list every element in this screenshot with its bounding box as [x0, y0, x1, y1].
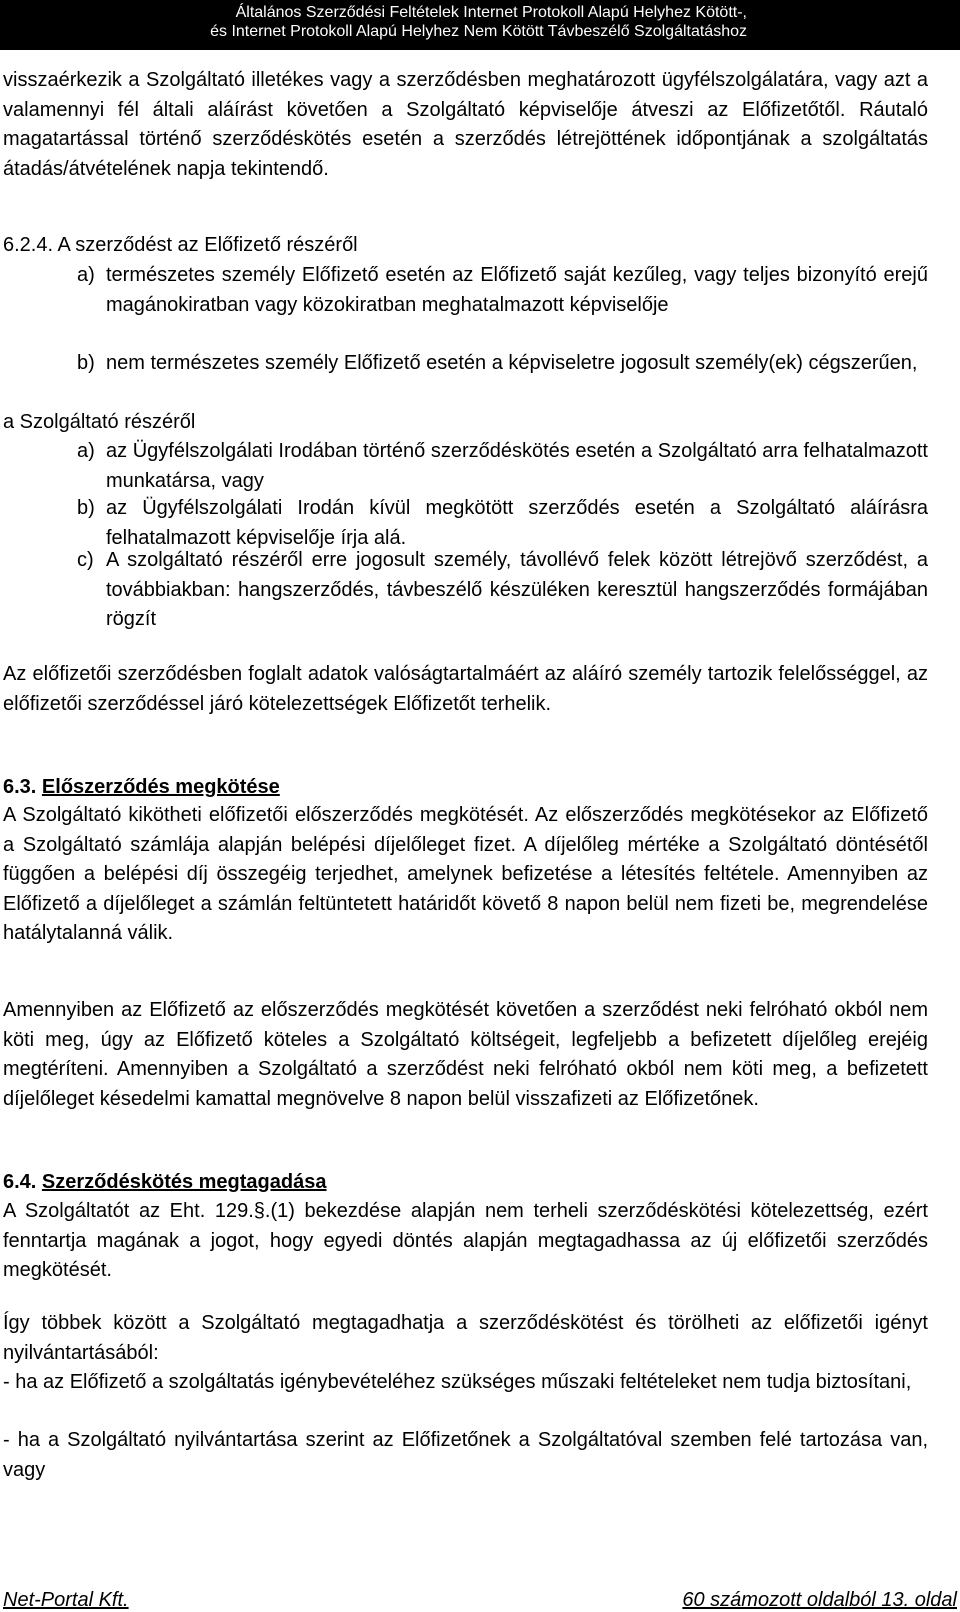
subscriber-b-label: b) [77, 352, 95, 374]
section-6-2-4-title: 6.2.4. A szerződést az Előfizető részéről [3, 234, 358, 256]
section-6-3-paragraph-1: A Szolgáltató kikötheti előfizetői előszerződés megkötését. Az előszerződés megkötésekor az Előfizető a Szolgáltató számlája alapján belépési díjelőleget fizet. A díjelőleg mértéke a Szolgáltató döntésétől függően a belépési díj összegéig terjedhet, amelynek befizetése a létesítés feltétele. Amennyiben az Előfizető a díjelőleget a számlán feltüntetett határidőt követő 8 napon belül nem fizeti be, megrendelése hatálytalanná válik. [3, 804, 928, 944]
subscriber-a-text: természetes személy Előfizető esetén az Előfizető saját kezűleg, vagy teljes bizonyító erejű magánokiratban vagy közokiratban meghatalmazott képviselője [106, 264, 928, 316]
provider-b-label: b) [77, 497, 95, 519]
provider-a-label: a) [77, 440, 95, 462]
provider-c-label: c) [77, 549, 94, 571]
header-title-line-2: és Internet Protokoll Alapú Helyhez Nem Kötött Távbeszélő Szolgáltatáshoz [210, 23, 747, 40]
responsibility-paragraph: Az előfizetői szerződésben foglalt adatok valóságtartalmáért az aláíró személy tartozik felelősséggel, az előfizetői szerződéssel járó kötelezettségek Előfizetőt terhelik. [3, 663, 928, 715]
section-6-4-number: 6.4. [3, 1171, 37, 1193]
subscriber-a-label: a) [77, 264, 95, 286]
section-6-3-number: 6.3. [3, 776, 37, 798]
provider-c-text: A szolgáltató részéről erre jogosult személy, távollévő felek között létrejövő szerződést, a továbbiakban: hangszerződés, távbeszélő készüléken keresztül hangszerződés formájában rögzít [106, 549, 928, 630]
intro-paragraph: visszaérkezik a Szolgáltató illetékes vagy a szerződésben meghatározott ügyfélszolgálatára, vagy azt a valamennyi fél általi aláírást követően a Szolgáltató képviselője átveszi az Előfizetőtől. Ráutaló magatartással történő szerződéskötés esetén a szerződés létrejöttének időpontjának a szolgáltatás átadás/átvételének napja tekintendő. [3, 69, 928, 180]
section-6-3-heading [3, 773, 280, 803]
provider-a-text: az Ügyfélszolgálati Irodában történő szerződéskötés esetén a Szolgáltató arra felhatalmazott munkatársa, vagy [106, 440, 928, 492]
refusal-list-item-1: - ha az Előfizető a szolgáltatás igénybevételéhez szükséges műszaki feltételeket nem tudja biztosítani, [3, 1371, 912, 1393]
provider-b-text: az Ügyfélszolgálati Irodán kívül megkötött szerződés esetén a Szolgáltató aláírásra felhatalmazott képviselője írja alá. [106, 497, 928, 549]
footer-page-info: 60 számozott oldalból 13. oldal [682, 1589, 957, 1611]
provider-side-line: a Szolgáltató részéről [3, 411, 196, 433]
footer-company: Net-Portal Kft. [3, 1589, 129, 1611]
document-header [0, 0, 960, 50]
section-6-4-paragraph-1: A Szolgáltatót az Eht. 129.§.(1) bekezdése alapján nem terheli szerződéskötési kötelezettség, ezért fenntartja magának a jogot, hogy egyedi döntés alapján megtagadhassa az új előfizetői szerződés megkötését. [3, 1200, 928, 1281]
section-6-4-heading [3, 1168, 326, 1198]
subscriber-b-text: nem természetes személy Előfizető esetén a képviseletre jogosult személy(ek) cégszerűen, [106, 352, 918, 374]
section-6-4-paragraph-2: Így többek között a Szolgáltató megtagadhatja a szerződéskötést és törölheti az előfizetői igényt nyilvántartásából: [3, 1312, 928, 1364]
section-6-3-paragraph-2: Amennyiben az Előfizető az előszerződés megkötését követően a szerződést neki felróható okból nem köti meg, úgy az Előfizető köteles a Szolgáltató költségeit, legfeljebb a befizetett díjelőleg erejéig megtéríteni. Amennyiben a Szolgáltató a szerződést neki felróható okból nem köti meg, a befizetett díjelőleget késedelmi kamattal megnövelve 8 napon belül visszafizeti az Előfizetőnek. [3, 999, 928, 1110]
header-title-line-1: Általános Szerződési Feltételek Internet Protokoll Alapú Helyhez Kötött-, [235, 4, 747, 21]
refusal-list-item-2: - ha a Szolgáltató nyilvántartása szerint az Előfizetőnek a Szolgáltatóval szemben felé tartozása van, vagy [3, 1429, 928, 1481]
section-6-4-title: Szerződéskötés megtagadása [41, 1171, 327, 1193]
section-6-3-title: Előszerződés megkötése [41, 776, 280, 798]
